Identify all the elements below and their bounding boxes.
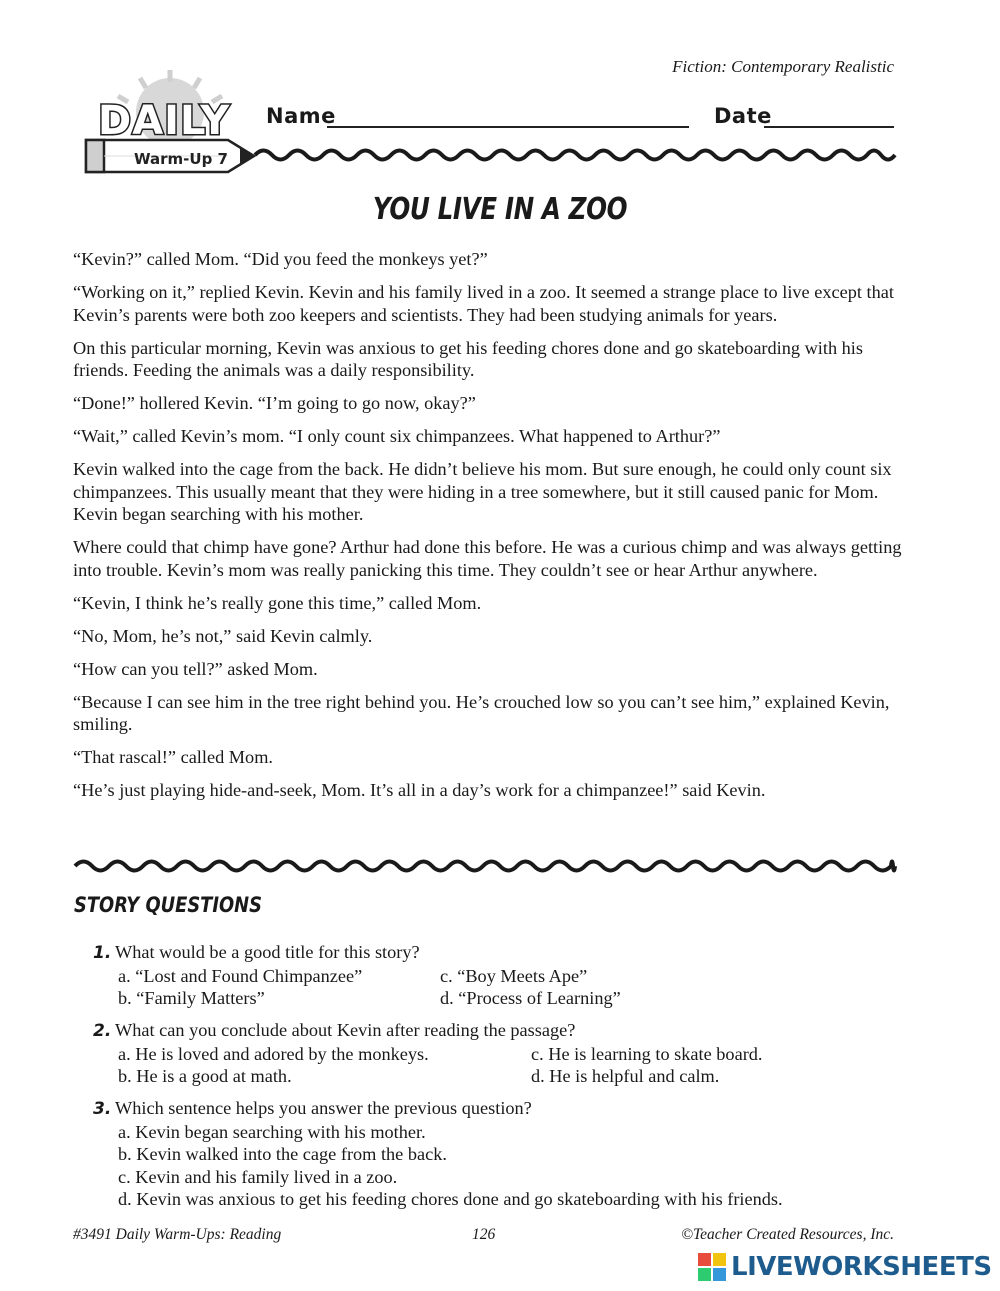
- question-number: 3.: [93, 1099, 112, 1119]
- liveworksheets-logo-icon: [697, 1252, 727, 1282]
- answer-option[interactable]: d. Kevin was anxious to get his feeding chores done and go skateboarding with his friends.: [118, 1189, 783, 1209]
- question-text: What would be a good title for this story?: [115, 942, 420, 962]
- answer-option[interactable]: d. He is helpful and calm.: [531, 1066, 720, 1086]
- story-questions-heading: STORY QUESTIONS: [74, 893, 262, 917]
- answer-option[interactable]: b. He is a good at math.: [118, 1066, 292, 1086]
- footer-source: #3491 Daily Warm-Ups: Reading: [73, 1226, 282, 1243]
- story-text: [73, 248, 903, 812]
- answer-option[interactable]: a. “Lost and Found Chimpanzee”: [118, 965, 363, 986]
- date-field[interactable]: [764, 126, 894, 128]
- question-3: [93, 1097, 913, 1211]
- footer-copyright: ©Teacher Created Resources, Inc.: [681, 1226, 894, 1243]
- genre-label: Fiction: Contemporary Realistic: [672, 57, 894, 76]
- story-paragraph: “Done!” hollered Kevin. “I’m going to go now, okay?”: [73, 393, 476, 413]
- question-number: 1.: [93, 943, 112, 963]
- question-1: [93, 941, 913, 1010]
- liveworksheets-text: LIVEWORKSHEETS: [731, 1252, 992, 1282]
- wavy-divider-middle: [0, 851, 1000, 881]
- story-title: YOU LIVE IN A ZOO: [372, 192, 628, 227]
- story-paragraph: “Kevin, I think he’s really gone this time,” called Mom.: [73, 592, 482, 613]
- story-paragraph: “Working on it,” replied Kevin. Kevin and his family lived in a zoo. It seemed a strange place to live except that Kevin’s parents were both zoo keepers and scientists. They had been studying animals for years.: [73, 282, 894, 325]
- answer-option[interactable]: a. He is loved and adored by the monkeys.: [118, 1043, 429, 1064]
- answer-option[interactable]: b. “Family Matters”: [118, 988, 265, 1008]
- story-paragraph: “Wait,” called Kevin’s mom. “I only count six chimpanzees. What happened to Arthur?”: [73, 426, 721, 446]
- question-text: What can you conclude about Kevin after reading the passage?: [115, 1020, 576, 1040]
- answer-option[interactable]: b. Kevin walked into the cage from the back.: [118, 1144, 447, 1164]
- story-paragraph: “He’s just playing hide-and-seek, Mom. It’s all in a day’s work for a chimpanzee!” said Kevin.: [73, 780, 766, 800]
- story-paragraph: On this particular morning, Kevin was anxious to get his feeding chores done and go skateboarding with his friends. Feeding the animals was a daily responsibility.: [73, 337, 863, 380]
- wavy-divider-top: [0, 140, 1000, 170]
- answer-option[interactable]: c. “Boy Meets Ape”: [440, 965, 588, 986]
- answer-option[interactable]: c. He is learning to skate board.: [531, 1043, 763, 1064]
- story-paragraph: “No, Mom, he’s not,” said Kevin calmly.: [73, 625, 373, 646]
- name-field[interactable]: [327, 126, 689, 128]
- svg-text:DAILY: DAILY: [98, 98, 231, 144]
- name-label: Name: [266, 104, 336, 128]
- answer-option[interactable]: d. “Process of Learning”: [440, 988, 621, 1008]
- svg-text:Warm-Up 7: Warm-Up 7: [134, 150, 228, 168]
- page-number: 126: [472, 1226, 496, 1243]
- story-paragraph: Kevin walked into the cage from the back. He didn’t believe his mom. But sure enough, he could only count six chimpanzees. This usually meant that they were hiding in a tree somewhere, but it still caused panic for Mom. Kevin began searching with his mother.: [73, 459, 892, 524]
- story-paragraph: “Kevin?” called Mom. “Did you feed the monkeys yet?”: [73, 249, 488, 269]
- story-paragraph: “That rascal!” called Mom.: [73, 747, 273, 767]
- question-2: [93, 1019, 913, 1088]
- story-paragraph: “Because I can see him in the tree right behind you. He’s crouched low so you can’t see him,” explained Kevin, smiling.: [73, 691, 890, 734]
- question-text: Which sentence helps you answer the previous question?: [115, 1098, 532, 1118]
- story-paragraph: “How can you tell?” asked Mom.: [73, 658, 318, 679]
- liveworksheets-watermark: [697, 1252, 997, 1286]
- date-label: Date: [714, 104, 772, 128]
- question-number: 2.: [93, 1021, 112, 1041]
- answer-option[interactable]: a. Kevin began searching with his mother.: [118, 1121, 426, 1142]
- answer-option[interactable]: c. Kevin and his family lived in a zoo.: [118, 1166, 398, 1187]
- story-paragraph: Where could that chimp have gone? Arthur had done this before. He was a curious chimp and was always getting into trouble. Kevin’s mom was really panicking this time. They couldn’t see or hear Arthur anywhere.: [73, 537, 902, 580]
